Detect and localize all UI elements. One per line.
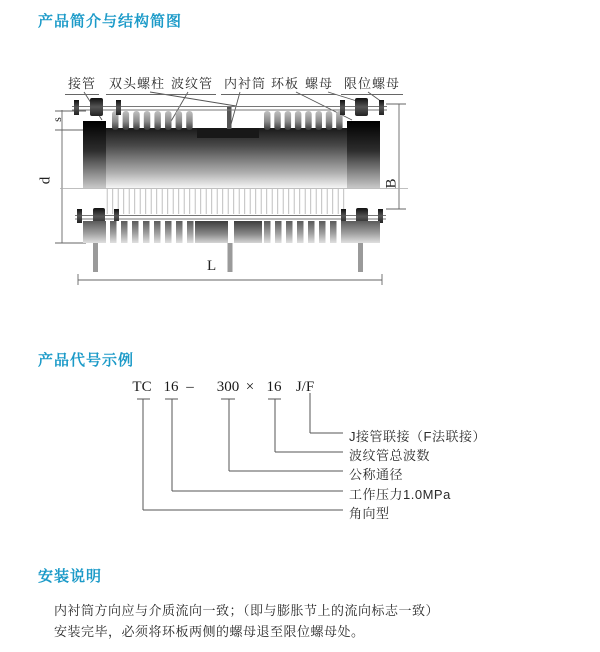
code-callout-pressure: 工作压力1.0MPa [349,487,451,502]
code-section-title: 产品代号示例 [38,352,135,369]
part-label-ring-plate: 环板 [268,73,302,95]
code-token-waves: 16 [266,379,282,395]
install-section-title: 安装说明 [38,568,103,585]
dim-label-B: B [383,178,400,189]
code-token-diameter: 300 [216,379,240,395]
part-label-bellows: 波纹管 [168,73,216,95]
install-note-line1: 内衬筒方向应与介质流向一致；（即与膨胀节上的流向标志一致） [54,603,440,618]
code-token-type: TC [132,379,152,395]
code-callout-type: 角向型 [349,506,390,521]
code-token-pressure: 16 [163,379,179,395]
dim-label-d: d [37,176,54,185]
code-token-times: × [245,379,255,395]
code-callout-diameter: 公称通径 [349,467,404,482]
install-note-line2: 安装完毕，必须将环板两侧的螺母退至限位螺母处。 [54,624,365,639]
part-label-pipe: 接管 [65,73,99,95]
code-token-connect: J/F [295,379,315,395]
dim-label-s: s [49,117,64,122]
intro-section-title: 产品简介与结构简图 [38,13,183,30]
lower-body [83,221,380,272]
code-callout-lines [137,393,343,510]
dim-label-L: L [207,258,217,274]
code-callout-waves: 波纹管总波数 [349,448,431,463]
part-label-liner: 内衬筒 [221,73,269,95]
part-label-limit-nut: 限位螺母 [341,73,403,95]
part-label-nut: 螺母 [302,73,336,95]
code-callout-connection: J接管联接（F法联接） [349,429,486,444]
code-token-dash: – [186,379,194,395]
hatch-area [106,189,345,214]
part-label-stud: 双头螺柱 [106,73,168,95]
